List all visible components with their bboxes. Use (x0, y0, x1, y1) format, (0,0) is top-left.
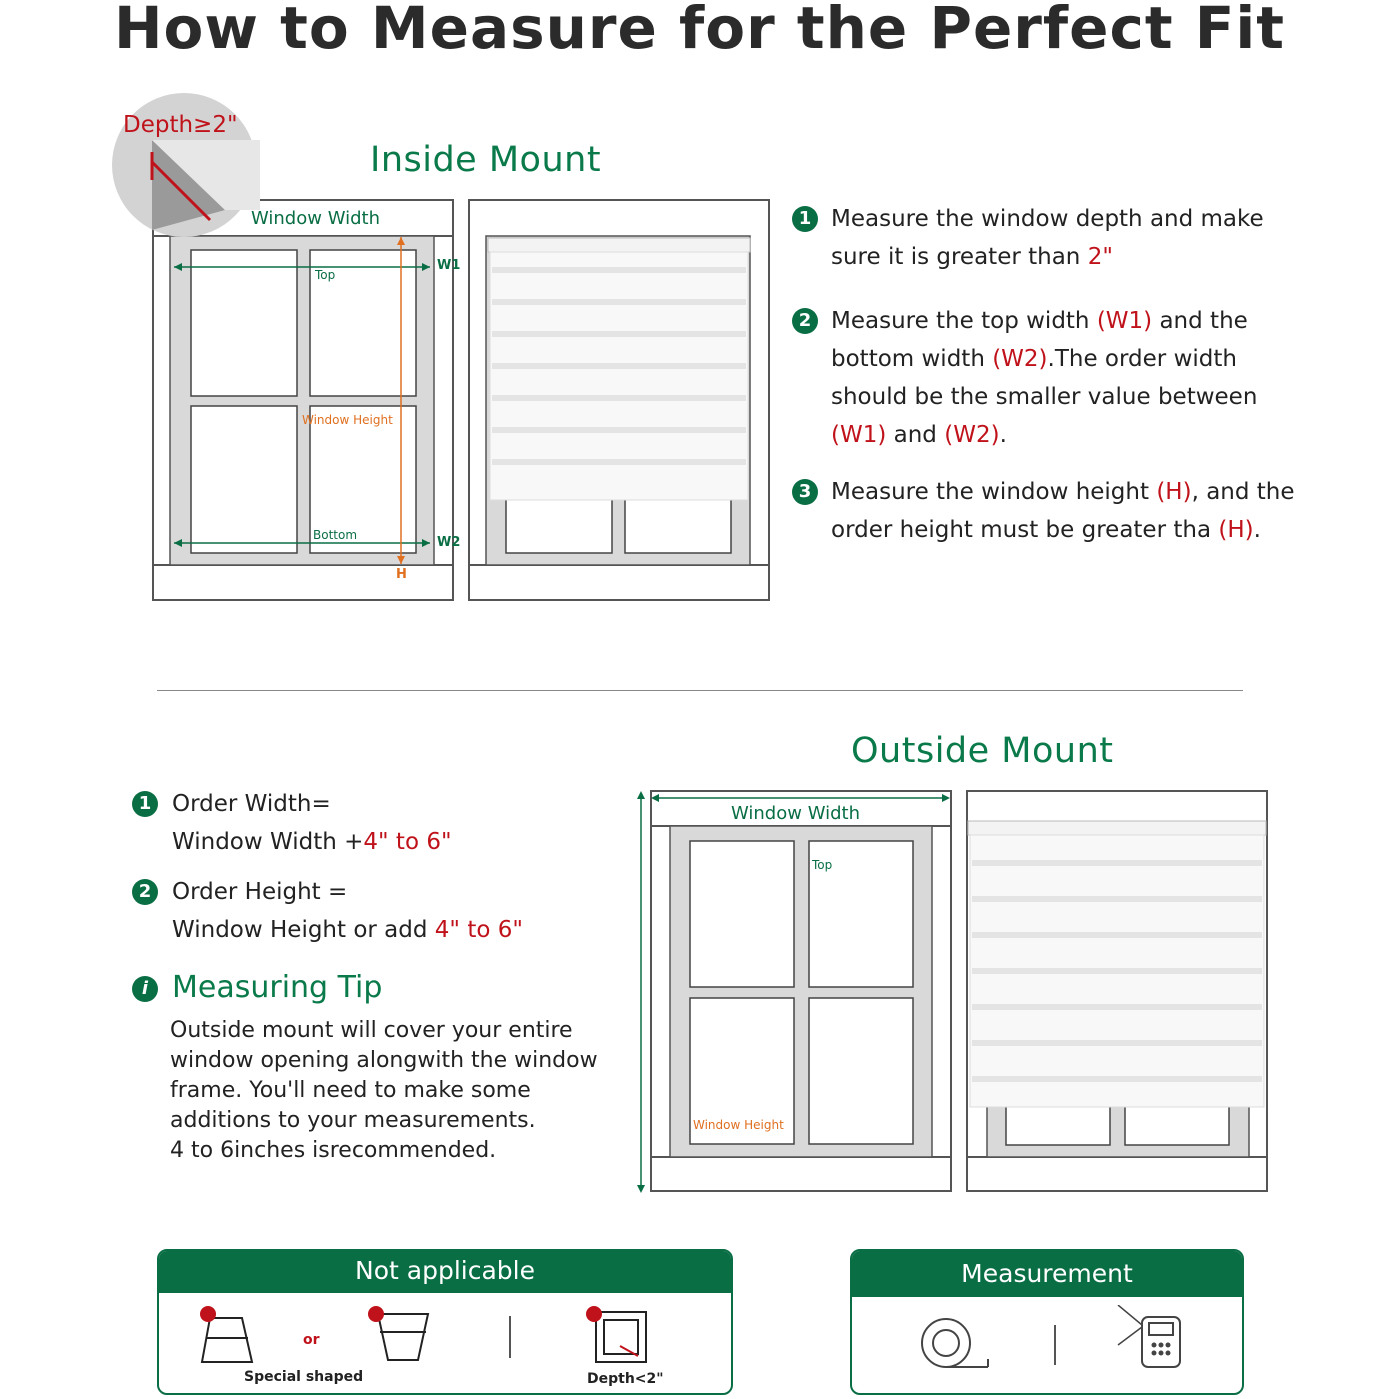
step-number: 2 (792, 308, 818, 334)
window-height-label: Window Height (302, 413, 393, 427)
info-icon: i (132, 976, 158, 1002)
or-label: or (303, 1332, 320, 1348)
inside-mount-heading: Inside Mount (370, 140, 602, 180)
special-shape-icon-2 (368, 1306, 428, 1360)
inside-step-1: Measure the window depth and make sure it is greater than 2" (831, 206, 1264, 270)
step-number: 1 (792, 206, 818, 232)
top-label: Top (315, 268, 336, 282)
outside-window-height-label: Window Height (693, 1118, 784, 1132)
outside-top-label: Top (812, 858, 833, 872)
outside-window-width-label: Window Width (731, 803, 860, 824)
depth-icon (586, 1306, 646, 1362)
not-applicable-icons (190, 1300, 670, 1370)
step-number: 1 (132, 791, 158, 817)
step-number: 2 (132, 879, 158, 905)
inside-step-2: Measure the top width (W1) and the bottom width (W2).The order width should be the smaller value between (W1) and (W2). (831, 308, 1258, 448)
blind-headrail (488, 238, 750, 252)
w2-label: W2 (437, 535, 461, 550)
outside-step-2: Order Height = Window Height or add 4" to 6" (172, 879, 523, 943)
inside-step-3: Measure the window height (H), and the order height must be greater tha (H). (831, 479, 1295, 543)
special-shaped-label: Special shaped (244, 1369, 364, 1385)
not-applicable-heading: Not applicable (159, 1251, 731, 1293)
tip-heading: Measuring Tip (172, 970, 383, 1005)
outside-step-1: Order Width= Window Width +4" to 6" (172, 791, 452, 855)
tape-measure-icon (922, 1319, 988, 1367)
pane (191, 406, 297, 553)
pane (191, 250, 297, 396)
measurement-icons (910, 1305, 1200, 1375)
outside-mount-diagram (630, 785, 1280, 1200)
special-shape-icon-1 (200, 1306, 252, 1362)
measurement-heading: Measurement (852, 1251, 1242, 1297)
page-title: How to Measure for the Perfect Fit (113, 0, 1286, 62)
depth-label-small: Depth<2" (587, 1371, 664, 1387)
laser-measure-icon (1118, 1305, 1180, 1367)
tip-body: Outside mount will cover your entire window opening alongwith the window frame. You'll need to make some additions to your measurements. 4 to 6inches isrecommended. (170, 1018, 598, 1163)
w1-label: W1 (437, 258, 461, 273)
bottom-label: Bottom (313, 528, 358, 542)
depth-label: Depth≥2" (123, 112, 238, 138)
outside-mount-heading: Outside Mount (851, 731, 1114, 771)
inside-mount-diagram (100, 90, 790, 610)
inside-window-width-label: Window Width (251, 208, 380, 229)
step-number: 3 (792, 479, 818, 505)
section-divider (157, 690, 1243, 691)
h-label: H (396, 567, 407, 582)
